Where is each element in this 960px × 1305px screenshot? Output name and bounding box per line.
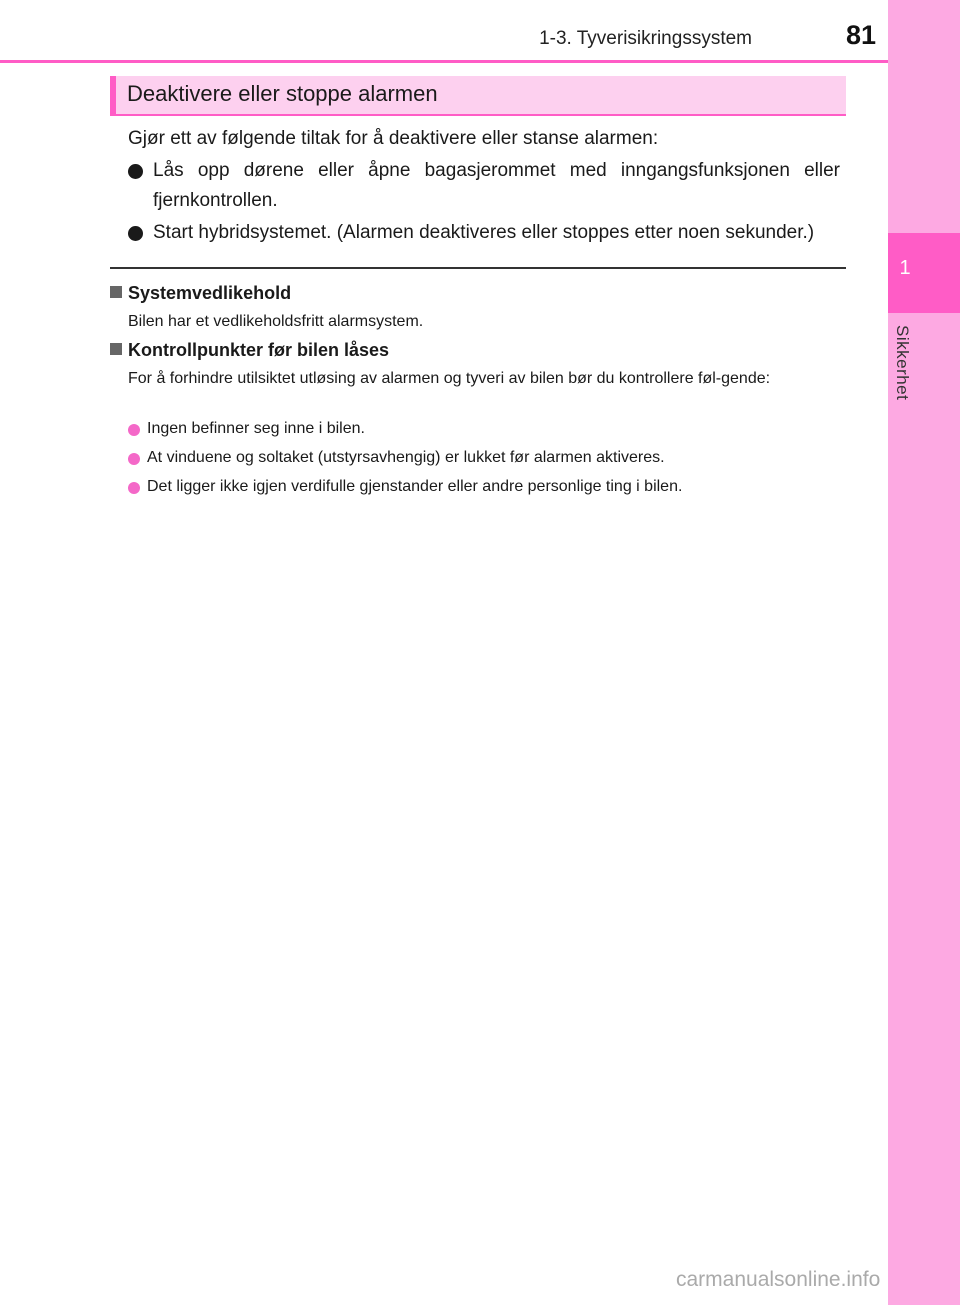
square-bullet-icon [110, 343, 122, 355]
list-item [128, 218, 840, 248]
list-item-text: Ingen befinner seg inne i bilen. [147, 420, 365, 437]
list-item [128, 448, 840, 468]
section-header-bar [110, 76, 846, 116]
note-heading-text: Systemvedlikehold [128, 283, 292, 303]
pink-bullet-icon [128, 482, 140, 494]
watermark: carmanualsonline.info [676, 1268, 881, 1291]
list-item-text: Lås opp dørene eller åpne bagasjerommet med inngangsfunksjonen eller fjernkontrollen. [153, 160, 840, 211]
list-item-text: Start hybridsystemet. (Alarmen deaktiveres eller stoppes etter noen sekunder.) [153, 222, 815, 243]
list-item [128, 156, 840, 216]
page-number: 81 [845, 20, 877, 50]
section-title: Deaktivere eller stoppe alarmen [127, 81, 438, 106]
square-bullet-icon [110, 286, 122, 298]
header-rule [0, 60, 888, 63]
note-heading-text: Kontrollpunkter før bilen låses [128, 340, 390, 360]
section-divider [110, 267, 846, 269]
chapter-label-text: Sikkerhet [893, 325, 912, 401]
bullet-dot-icon [128, 226, 143, 241]
chapter-number: 1 [899, 257, 911, 279]
list-item-text: At vinduene og soltaket (utstyrsavhengig) er lukket før alarmen aktiveres. [147, 449, 665, 466]
side-strip [888, 0, 960, 1305]
note-text: Bilen har et vedlikeholdsfritt alarmsystem. [128, 313, 424, 330]
note-heading [110, 339, 389, 361]
chapter-label [888, 325, 922, 415]
pink-bullet-icon [128, 424, 140, 436]
list-item-text: Det ligger ikke igjen verdifulle gjenstander eller andre personlige ting i bilen. [147, 478, 683, 495]
pink-bullet-icon [128, 453, 140, 465]
chapter-tab[interactable] [888, 233, 960, 313]
note-heading [110, 282, 291, 304]
note-text: For å forhindre utilsiktet utløsing av alarmen og tyveri av bilen bør du kontrollere føl-gende: [128, 370, 771, 387]
list-item [128, 419, 840, 439]
header-section-title: 1-3. Tyverisikringssystem [539, 28, 752, 49]
section-intro: Gjør ett av følgende tiltak for å deaktivere eller stanse alarmen: [128, 128, 659, 149]
bullet-dot-icon [128, 164, 143, 179]
list-item [128, 477, 840, 497]
